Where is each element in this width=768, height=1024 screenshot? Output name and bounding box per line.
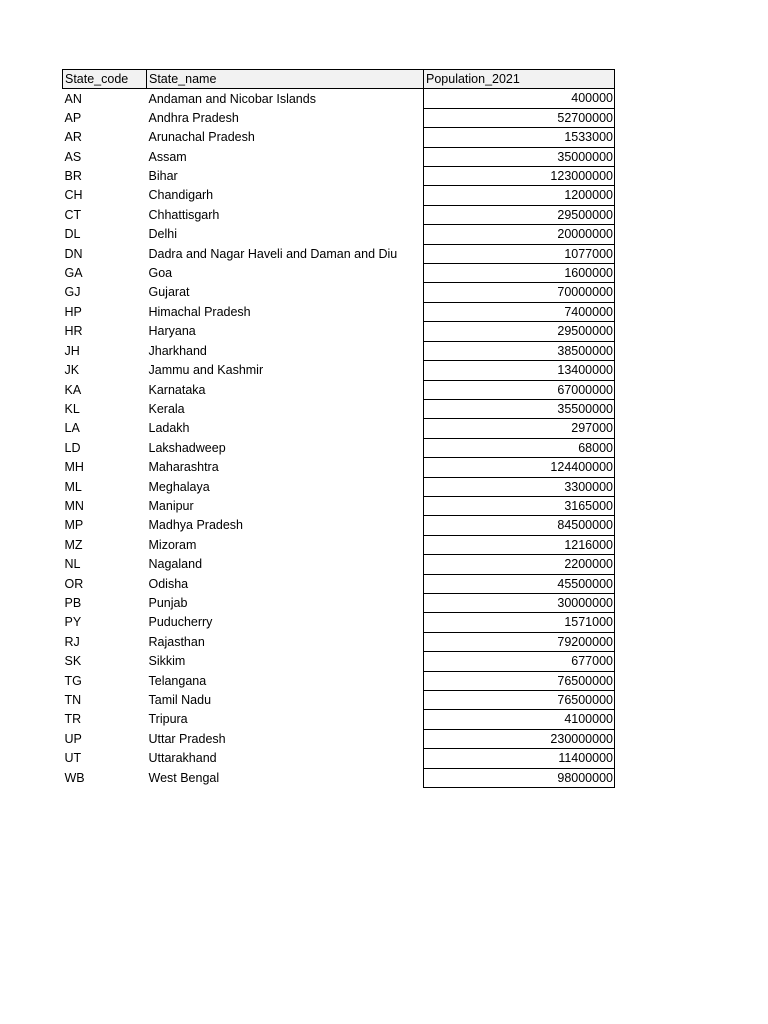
- population-cell: 76500000: [424, 691, 615, 710]
- state-name-cell: Uttar Pradesh: [148, 731, 226, 746]
- state-code-cell: PB: [64, 595, 82, 610]
- table-row: [63, 710, 615, 729]
- table-row: [63, 749, 615, 768]
- population-cell: 68000: [424, 438, 615, 457]
- table-row: [63, 225, 615, 244]
- population-cell: 45500000: [424, 574, 615, 593]
- state-code-cell: MH: [64, 460, 84, 475]
- population-cell: 79200000: [424, 632, 615, 651]
- state-name-cell: Tamil Nadu: [148, 693, 212, 707]
- state-name-cell: Maharashtra: [148, 460, 219, 475]
- population-cell: 70000000: [424, 283, 615, 302]
- state-name-cell: Jammu and Kashmir: [148, 363, 264, 378]
- population-cell: 3300000: [424, 477, 615, 496]
- state-name-cell: Andhra Pradesh: [148, 110, 239, 125]
- state-code-cell: AP: [64, 110, 82, 125]
- state-code-cell: AR: [64, 130, 82, 145]
- population-cell: 3165000: [424, 496, 615, 515]
- table-row: [63, 205, 615, 224]
- table-row: [63, 613, 615, 632]
- state-code-cell: WB: [64, 770, 85, 785]
- population-cell: 52700000: [424, 108, 615, 127]
- state-name-cell: Dadra and Nagar Haveli and Daman and Diu: [148, 246, 398, 261]
- state-code-cell: GJ: [64, 285, 81, 300]
- table-row: [63, 380, 615, 399]
- state-name-cell: Odisha: [148, 576, 189, 591]
- state-name-cell: Assam: [148, 149, 187, 164]
- state-name-cell: Manipur: [148, 498, 194, 513]
- state-name-cell: Arunachal Pradesh: [148, 130, 255, 145]
- state-code-cell: BR: [64, 169, 82, 184]
- state-code-cell: UP: [64, 731, 82, 746]
- population-cell: 67000000: [424, 380, 615, 399]
- state-code-cell: ML: [64, 479, 82, 494]
- state-name-cell: West Bengal: [148, 770, 220, 785]
- state-code-cell: RJ: [64, 634, 80, 649]
- table-row: [63, 535, 615, 554]
- table-row: [63, 652, 615, 671]
- state-code-cell: SK: [64, 654, 82, 669]
- population-cell: 1077000: [424, 244, 615, 263]
- header-state-name: State_name: [147, 70, 424, 89]
- state-name-cell: Bihar: [148, 169, 178, 184]
- population-table: [62, 69, 615, 788]
- state-code-cell: MN: [64, 498, 84, 513]
- state-code-cell: LA: [64, 421, 80, 436]
- state-name-cell: Haryana: [148, 324, 196, 339]
- population-cell: 1600000: [424, 264, 615, 283]
- population-cell: 13400000: [424, 361, 615, 380]
- table-row: [63, 167, 615, 186]
- header-row: [63, 70, 615, 89]
- state-code-cell: TN: [64, 693, 82, 707]
- state-code-cell: CH: [64, 188, 83, 203]
- population-cell: 29500000: [424, 322, 615, 341]
- table-row: [63, 244, 615, 263]
- state-code-cell: MZ: [64, 537, 83, 552]
- state-name-cell: Nagaland: [148, 557, 203, 572]
- state-code-cell: PY: [64, 615, 82, 630]
- state-name-cell: Karnataka: [148, 382, 206, 397]
- table-row: [63, 555, 615, 574]
- state-name-cell: Mizoram: [148, 537, 197, 552]
- state-name-cell: Delhi: [148, 227, 177, 242]
- state-code-cell: KL: [64, 401, 80, 416]
- population-cell: 76500000: [424, 671, 615, 690]
- population-cell: 1533000: [424, 128, 615, 147]
- state-name-cell: Himachal Pradesh: [148, 304, 251, 319]
- state-name-cell: Kerala: [148, 401, 185, 416]
- state-code-cell: GA: [64, 266, 83, 281]
- state-code-cell: MP: [64, 518, 84, 533]
- population-cell: 1571000: [424, 613, 615, 632]
- header-population: Population_2021: [424, 70, 615, 89]
- table-row: [63, 691, 615, 710]
- table-row: [63, 593, 615, 612]
- state-name-cell: Lakshadweep: [148, 440, 226, 455]
- population-cell: 35500000: [424, 399, 615, 418]
- state-name-cell: Jharkhand: [148, 343, 207, 358]
- table-row: [63, 496, 615, 515]
- population-cell: 123000000: [424, 167, 615, 186]
- state-name-cell: Tripura: [148, 712, 188, 727]
- population-cell: 84500000: [424, 516, 615, 535]
- state-code-cell: KA: [64, 382, 82, 397]
- population-cell: 98000000: [424, 768, 615, 787]
- table-row: [63, 302, 615, 321]
- table-row: [63, 89, 615, 108]
- state-code-cell: AN: [64, 91, 82, 106]
- table-row: [63, 186, 615, 205]
- table-row: [63, 128, 615, 147]
- population-cell: 35000000: [424, 147, 615, 166]
- table-row: [63, 729, 615, 748]
- table-row: [63, 283, 615, 302]
- state-code-cell: UT: [64, 751, 82, 766]
- state-name-cell: Uttarakhand: [148, 751, 217, 766]
- table-row: [63, 264, 615, 283]
- state-code-cell: DL: [64, 227, 81, 242]
- state-code-cell: DN: [64, 246, 83, 261]
- state-code-cell: OR: [64, 576, 84, 591]
- state-code-cell: JK: [64, 363, 80, 378]
- table-body: [63, 89, 615, 788]
- population-cell: 677000: [424, 652, 615, 671]
- population-cell: 124400000: [424, 458, 615, 477]
- state-name-cell: Madhya Pradesh: [148, 518, 244, 533]
- state-name-cell: Punjab: [148, 595, 188, 610]
- population-cell: 30000000: [424, 593, 615, 612]
- state-code-cell: LD: [64, 440, 81, 455]
- state-name-cell: Gujarat: [148, 285, 190, 300]
- state-name-cell: Goa: [148, 266, 173, 281]
- table-row: [63, 108, 615, 127]
- population-cell: 4100000: [424, 710, 615, 729]
- state-code-cell: TR: [64, 712, 82, 727]
- state-code-cell: TG: [64, 673, 82, 688]
- population-cell: 38500000: [424, 341, 615, 360]
- state-name-cell: Meghalaya: [148, 479, 210, 494]
- table-row: [63, 361, 615, 380]
- population-cell: 1216000: [424, 535, 615, 554]
- state-name-cell: Ladakh: [148, 421, 190, 436]
- table-row: [63, 477, 615, 496]
- state-code-cell: AS: [64, 149, 82, 164]
- state-code-cell: HP: [64, 304, 82, 319]
- table-row: [63, 438, 615, 457]
- table-row: [63, 768, 615, 787]
- state-name-cell: Chhattisgarh: [148, 207, 220, 222]
- state-name-cell: Rajasthan: [148, 634, 205, 649]
- population-cell: 7400000: [424, 302, 615, 321]
- state-code-cell: HR: [64, 324, 83, 339]
- state-code-cell: NL: [64, 557, 81, 572]
- population-cell: 297000: [424, 419, 615, 438]
- population-cell: 2200000: [424, 555, 615, 574]
- population-cell: 29500000: [424, 205, 615, 224]
- state-name-cell: Andaman and Nicobar Islands: [148, 91, 316, 106]
- state-code-cell: JH: [64, 343, 80, 358]
- population-cell: 400000: [424, 89, 615, 108]
- population-cell: 11400000: [424, 749, 615, 768]
- table-row: [63, 147, 615, 166]
- state-name-cell: Telangana: [148, 673, 207, 688]
- table-row: [63, 419, 615, 438]
- table-row: [63, 632, 615, 651]
- population-cell: 230000000: [424, 729, 615, 748]
- table-row: [63, 516, 615, 535]
- population-cell: 1200000: [424, 186, 615, 205]
- state-code-cell: CT: [64, 207, 82, 222]
- state-name-cell: Chandigarh: [148, 188, 214, 203]
- table-row: [63, 458, 615, 477]
- state-name-cell: Sikkim: [148, 654, 186, 669]
- table-row: [63, 341, 615, 360]
- population-cell: 20000000: [424, 225, 615, 244]
- table-row: [63, 399, 615, 418]
- table-row: [63, 322, 615, 341]
- state-name-cell: Puducherry: [148, 615, 213, 630]
- table-row: [63, 671, 615, 690]
- header-state-code: State_code: [63, 70, 147, 89]
- table-row: [63, 574, 615, 593]
